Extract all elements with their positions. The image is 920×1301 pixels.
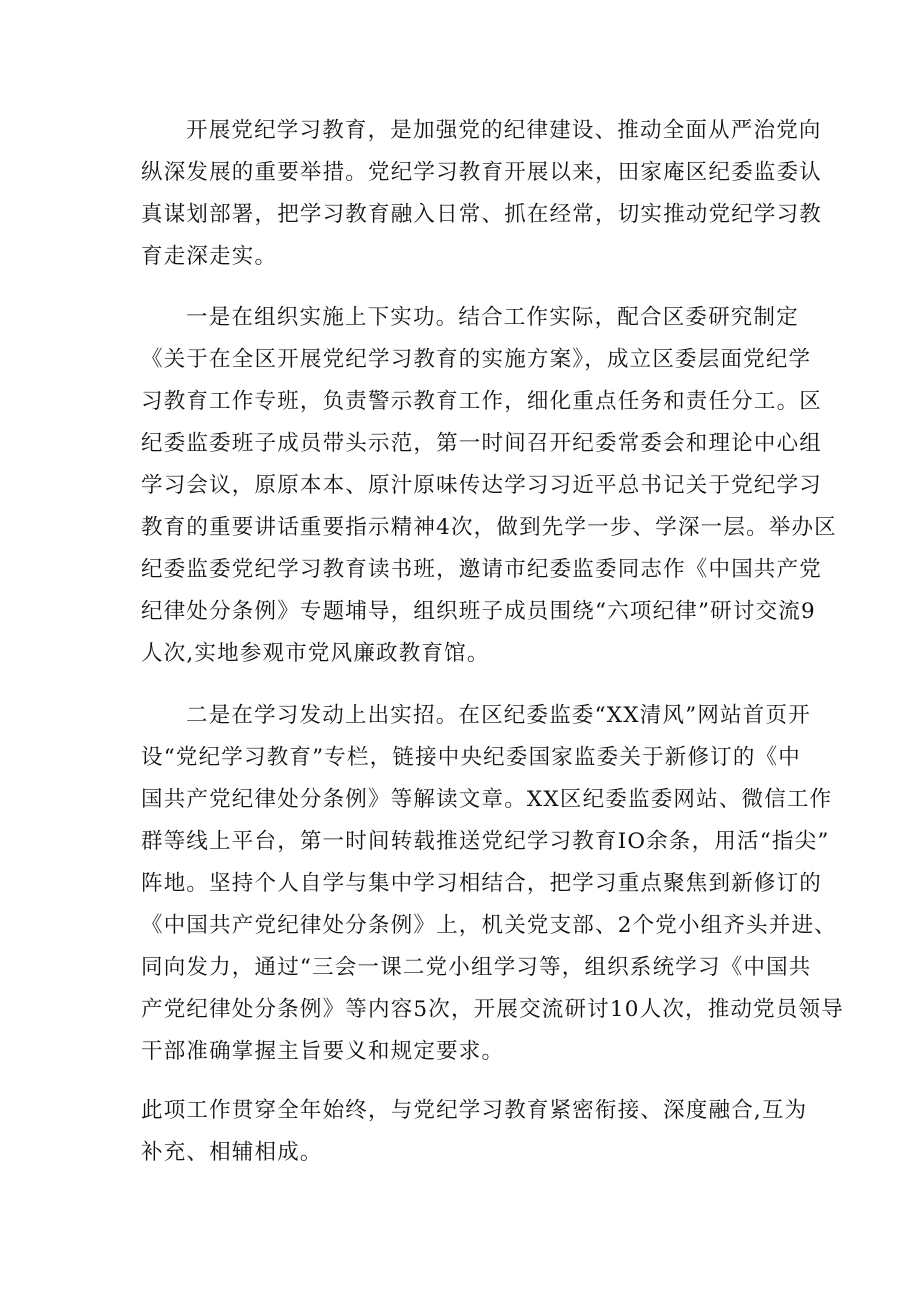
paragraph-3-line-5: 阵地。坚持个人自学与集中学习相结合，把学习重点聚焦到新修订的 <box>141 871 823 896</box>
paragraph-2-line-2: 《关于在全区开展党纪学习教育的实施方案》，成立区委层面党纪学 <box>141 347 812 372</box>
paragraph-3-line-3: 国共产党纪律处分条例》等解读文章。XX区纪委监委网站、微信工作 <box>141 787 833 812</box>
paragraph-1-line-1: 开展党纪学习教育，是加强党的纪律建设、推动全面从严治党向 <box>186 118 822 143</box>
paragraph-2-line-8: 纪律处分条例》专题埔导，组织班子成员围绕“六项纪律”研讨交流9 <box>141 599 816 624</box>
paragraph-3-line-4: 群等线上平台，第一时间转载推送党纪学习教育IO余条，用活“指尖” <box>141 829 830 854</box>
paragraph-1-line-3: 真谋划部署，把学习教育融入日常、抓在经常，切实推动党纪学习教 <box>141 202 823 227</box>
paragraph-1-line-2: 纵深发展的重要举措。党纪学习教育开展以来，田家庵区纪委监委认 <box>141 160 823 185</box>
paragraph-2-line-6: 教育的重要讲话重要指示精神4次，做到先学一步、学深一层。举办区 <box>141 515 837 540</box>
paragraph-2-line-1: 一是在组织实施上下实功。结合工作实际，配合区委研究制定 <box>186 305 799 330</box>
paragraph-1-line-4: 育走深走实。 <box>141 244 278 269</box>
paragraph-3-line-6: 《中国共产党纪律处分条例》上，机关党支部、2个党小组齐头并进、 <box>141 913 837 938</box>
paragraph-3-line-7: 同向发力，通过“三会一课二党小组学习等，组织系统学习《中国共 <box>141 955 812 980</box>
paragraph-4-line-1: 此项工作贯穿全年始终，与党纪学习教育紧密衔接、深度融合,互为 <box>141 1098 808 1123</box>
paragraph-3-line-2: 设“党纪学习教育”专栏，链接中央纪委国家监委关于新修订的《中 <box>141 745 801 770</box>
paragraph-2-line-4: 纪委监委班子成员带头示范，第一时间召开纪委常委会和理论中心组 <box>141 431 823 456</box>
paragraph-2-line-5: 学习会议，原原本本、原汁原味传达学习习近平总书记关于党纪学习 <box>141 473 823 498</box>
paragraph-2-line-7: 纪委监委党纪学习教育读书班，邀请市纪委监委同志作《中国共产党 <box>141 557 823 582</box>
paragraph-2-line-9: 人次,实地参观市党风廉政教育馆。 <box>141 641 490 666</box>
paragraph-3-line-1: 二是在学习发动上出实招。在区纪委监委“XX清风”网站首页开 <box>186 703 811 728</box>
paragraph-3-line-9: 干部准确掌握主旨要义和规定要求。 <box>141 1039 505 1064</box>
paragraph-2-line-3: 习教育工作专班，负责警示教育工作，细化重点任务和责任分工。区 <box>141 389 823 414</box>
paragraph-4-line-2: 补充、相辅相成。 <box>141 1140 323 1165</box>
paragraph-3-line-8: 产党纪律处分条例》等内容5次，开展交流研讨10人次，推动党员领导 <box>141 997 844 1022</box>
